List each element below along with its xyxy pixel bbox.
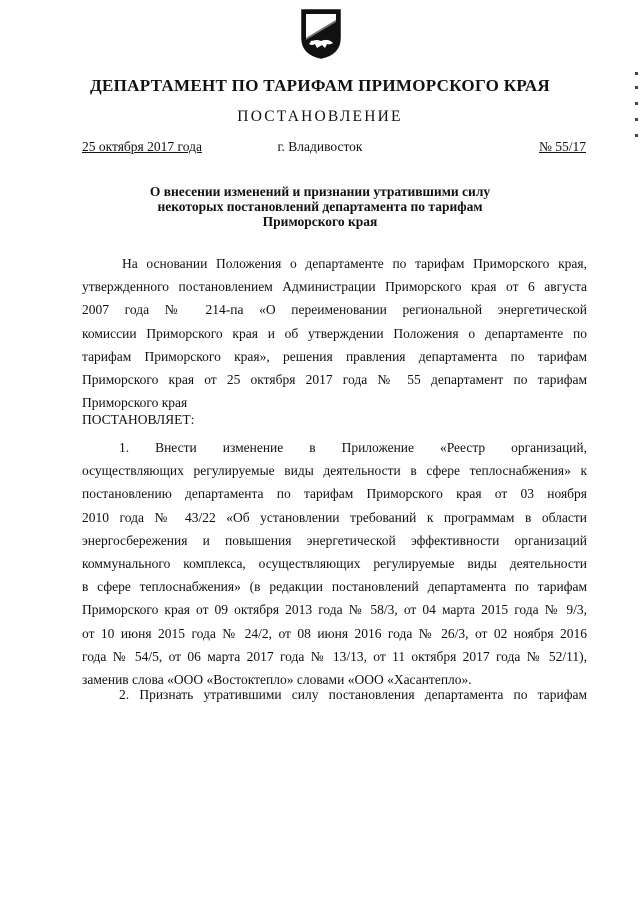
paragraph-line: 2. Признать утратившими силу постановления департамента по тарифам (119, 687, 587, 702)
paragraph-line: утвержденного постановлением Администрации Приморского края от 6 августа (82, 279, 587, 295)
paragraph-line: от 10 июня 2015 года № 24/2, от 08 июня 2016 года № 26/3, от 02 ноября 2016 (82, 625, 587, 641)
subject-line: Приморского края (262, 214, 378, 229)
paragraph-line: энергосбережения и повышения энергетической эффективности организаций (82, 532, 587, 548)
paragraph-line: в сфере теплоснабжения» (в редакции постановлений департамента по тарифам (82, 579, 587, 595)
paragraph-line: тарифам Приморского края», решения правления департамента по тарифам (82, 348, 587, 364)
document-subject (100, 184, 540, 229)
paragraph-line: заменив слова «ООО «Востоктепло» словами «ООО «Хасантепло». (82, 671, 472, 687)
paragraph-line: Приморского края (82, 395, 188, 411)
department-title: ДЕПАРТАМЕНТ ПО ТАРИФАМ ПРИМОРСКОГО КРАЯ (89, 76, 551, 95)
document-date: 25 октября 2017 года (82, 139, 202, 154)
paragraph-line: Приморского края от 09 октября 2013 года № 58/3, от 04 марта 2015 года № 9/3, (82, 602, 587, 618)
coat-of-arms-icon (300, 8, 342, 60)
document-number: № 55/17 (538, 139, 586, 154)
subject-line: О внесении изменений и признании утратившими силу (149, 184, 491, 199)
paragraph-line: года № 54/5, от 06 марта 2017 года № 13/13, от 11 октября 2017 года № 52/11), (82, 648, 587, 664)
document-type: ПОСТАНОВЛЕНИЕ (237, 108, 403, 125)
scan-edge-marks (632, 72, 638, 142)
paragraph-line: На основании Положения о департаменте по тарифам Приморского края, (122, 256, 587, 271)
basis-paragraph (82, 252, 587, 414)
paragraph-line: 2010 года № 43/22 «Об установлении требований к программам в области (82, 509, 587, 525)
item-1-paragraph (82, 436, 587, 691)
paragraph-line: постановлению департамента по тарифам Приморского края от 03 ноября (82, 486, 587, 502)
document-city: г. Владивосток (277, 139, 363, 154)
decree-heading: ПОСТАНОВЛЯЕТ: (82, 412, 195, 427)
paragraph-line: коммунального комплекса, осуществляющих регулируемые виды деятельности (82, 555, 587, 571)
paragraph-line: осуществляющих регулируемые виды деятельности в сфере теплоснабжения» к (82, 463, 587, 479)
paragraph-line: 1. Внести изменение в Приложение «Реестр организаций, (119, 440, 587, 455)
paragraph-line: 2007 года № 214-па «О переименовании региональной энергетической (82, 302, 587, 318)
subject-line: некоторых постановлений департамента по тарифам (157, 199, 483, 214)
item-2-paragraph (82, 683, 587, 706)
paragraph-line: Приморского края от 25 октября 2017 года № 55 департамент по тарифам (82, 371, 587, 387)
paragraph-line: комиссии Приморского края и об утверждении Положения о департаменте по (82, 325, 587, 341)
